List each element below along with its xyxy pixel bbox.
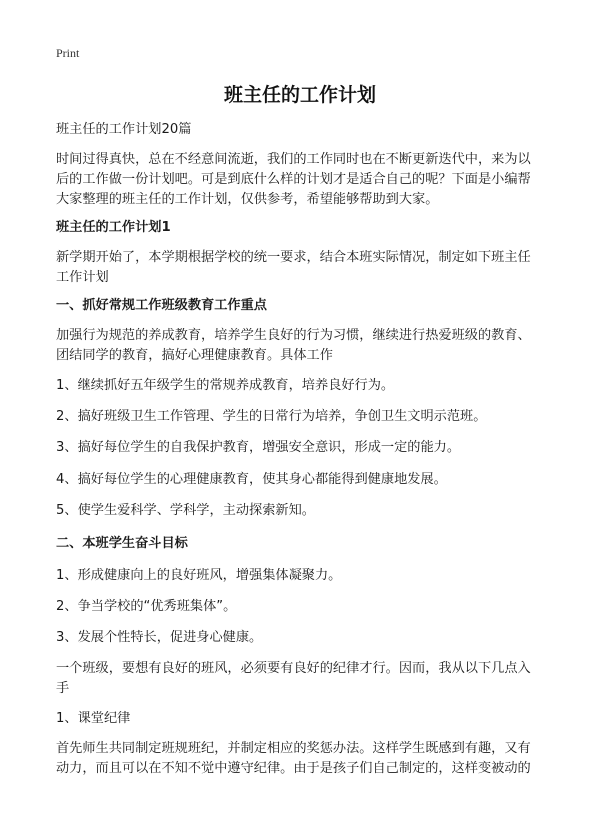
- list-item: 1、继续抓好五年级学生的常规养成教育，培养良好行为。: [56, 378, 395, 393]
- intro-line: 时间过得真快，总在不经意间流逝，我们的工作同时也在不断更新迭代中，来为以: [56, 152, 531, 167]
- list-item: 1、形成健康向上的良好班风，增强集体凝聚力。: [56, 568, 342, 583]
- intro-line: 大家整理的班主任的工作计划，仅供参考，希望能够帮助到大家。: [56, 192, 439, 207]
- heading-one: 一、抓好常规工作班级教育工作重点: [56, 298, 267, 313]
- list-item: 5、使学生爱科学、学科学，主动探索新知。: [56, 503, 315, 518]
- heading-two: 二、本班学生奋斗目标: [56, 536, 188, 551]
- document-title: 班主任的工作计划: [223, 84, 376, 106]
- list-item: 2、争当学校的“优秀班集体”。: [56, 599, 237, 614]
- document-subtitle: 班主任的工作计划20篇: [56, 122, 192, 137]
- body-line: 手: [56, 681, 70, 696]
- print-label: Print: [56, 46, 80, 60]
- list-item: 3、搞好每位学生的自我保护教育，增强安全意识，形成一定的能力。: [56, 440, 461, 455]
- list-item: 2、搞好班级卫生工作管理、学生的日常行为培养，争创卫生文明示范班。: [56, 409, 487, 424]
- list-item: 3、发展个性特长，促进身心健康。: [56, 630, 263, 645]
- section-intro-line: 工作计划: [56, 270, 109, 285]
- section-title: 班主任的工作计划1: [56, 220, 171, 235]
- section-intro-line: 新学期开始了，本学期根据学校的统一要求，结合本班实际情况，制定如下班主任: [56, 250, 531, 265]
- body-line: 团结同学的教育，搞好心理健康教育。具体工作: [56, 348, 333, 363]
- body-line: 首先师生共同制定班规班纪，并制定相应的奖惩办法。这样学生既感到有趣，又有: [56, 741, 531, 756]
- subheading-classroom-discipline: 1、课堂纪律: [56, 711, 131, 726]
- body-line: 一个班级，要想有良好的班风，必须要有良好的纪律才行。因而，我从以下几点入: [56, 661, 531, 676]
- body-line: 动力，而且可以在不知不觉中遵守纪律。由于是孩子们自己制定的，这样变被动的: [56, 761, 531, 776]
- body-line: 加强行为规范的养成教育，培养学生良好的行为习惯，继续进行热爱班级的教育、: [56, 328, 531, 343]
- intro-line: 后的工作做一份计划吧。可是到底什么样的计划才是适合自己的呢？下面是小编帮: [56, 172, 531, 187]
- list-item: 4、搞好每位学生的心理健康教育，使其身心都能得到健康地发展。: [56, 472, 447, 487]
